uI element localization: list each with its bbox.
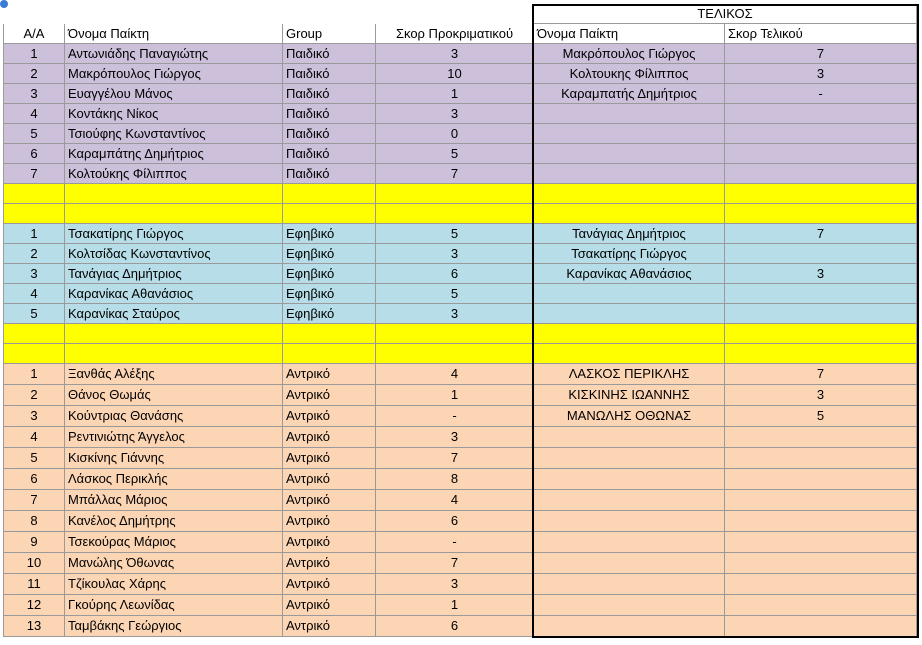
cell-final-name[interactable] (534, 616, 725, 637)
cell-name[interactable]: Καρανίκας Σταύρος (65, 304, 283, 324)
cell-name[interactable]: Κολτούκης Φίλιππος (65, 164, 283, 184)
empty-cell[interactable] (376, 344, 534, 364)
cell-final-name[interactable]: Καρανίκας Αθανάσιος (534, 264, 725, 284)
cell-final-name[interactable] (534, 595, 725, 616)
separator-row (3, 344, 917, 364)
header-final-player-name[interactable]: Όνομα Παίκτη (534, 24, 725, 44)
empty-cell[interactable] (65, 184, 283, 204)
cell-aa[interactable]: 1 (3, 224, 65, 244)
cell-final-name[interactable]: Τσακατίρης Γιώργος (534, 244, 725, 264)
cell-name[interactable]: Λάσκος Περικλής (65, 469, 283, 490)
empty-cell[interactable] (65, 344, 283, 364)
cell-final-name[interactable] (534, 574, 725, 595)
table-row (3, 469, 917, 490)
cell-score[interactable]: 3 (376, 244, 534, 264)
cell-name[interactable]: Μανώλης Όθωνας (65, 553, 283, 574)
cell-final-score[interactable]: 3 (725, 264, 917, 284)
cell-aa[interactable]: 10 (3, 553, 65, 574)
table-row (3, 164, 917, 184)
cell-final-name[interactable]: ΛΑΣΚΟΣ ΠΕΡΙΚΛΗΣ (534, 364, 725, 385)
cell-final-score[interactable] (725, 304, 917, 324)
cell-aa[interactable]: 8 (3, 511, 65, 532)
cell-score[interactable]: 7 (376, 164, 534, 184)
empty-cell[interactable] (3, 324, 65, 344)
cell-final-name[interactable] (534, 448, 725, 469)
cell-aa[interactable]: 6 (3, 144, 65, 164)
cell-aa[interactable]: 9 (3, 532, 65, 553)
cell-final-name[interactable] (534, 511, 725, 532)
cell-aa[interactable]: 5 (3, 304, 65, 324)
cell-score[interactable]: 3 (376, 304, 534, 324)
cell-group[interactable]: Αντρικό (283, 532, 376, 553)
cell-aa[interactable]: 11 (3, 574, 65, 595)
table-row (3, 595, 917, 616)
cell-final-score[interactable] (725, 244, 917, 264)
empty-cell[interactable] (283, 204, 376, 224)
table-row (3, 64, 917, 84)
cell-final-name[interactable]: Κολτουκης Φίλιππος (534, 64, 725, 84)
cell-score[interactable]: 7 (376, 448, 534, 469)
empty-cell[interactable] (3, 204, 65, 224)
table-row (3, 616, 917, 637)
cell-group[interactable]: Εφηβικό (283, 284, 376, 304)
cell-score[interactable]: 4 (376, 364, 534, 385)
cell-final-score[interactable] (725, 164, 917, 184)
empty-cell[interactable] (65, 204, 283, 224)
cell-name[interactable]: Τσιούφης Κωνσταντίνος (65, 124, 283, 144)
cell-final-name[interactable]: ΚΙΣΚΙΝΗΣ ΙΩΑΝΝΗΣ (534, 385, 725, 406)
cell-aa[interactable]: 4 (3, 104, 65, 124)
cell-name[interactable]: Ταμβάκης Γεώργιος (65, 616, 283, 637)
cell-name[interactable]: Κανέλος Δημήτρης (65, 511, 283, 532)
cell-group[interactable]: Αντρικό (283, 469, 376, 490)
cell-group[interactable]: Παιδικό (283, 124, 376, 144)
cell-name[interactable]: Τζίκουλας Χάρης (65, 574, 283, 595)
cell-group[interactable]: Αντρικό (283, 574, 376, 595)
cell-final-name[interactable] (534, 427, 725, 448)
cell-group[interactable]: Παιδικό (283, 84, 376, 104)
cell-group[interactable]: Παιδικό (283, 44, 376, 64)
cell-name[interactable]: Κισκίνης Γιάννης (65, 448, 283, 469)
empty-cell[interactable] (725, 204, 917, 224)
cell-name[interactable]: Ρεντινιώτης Άγγελος (65, 427, 283, 448)
cell-aa[interactable]: 3 (3, 264, 65, 284)
cell-final-name[interactable] (534, 144, 725, 164)
empty-cell[interactable] (534, 324, 725, 344)
table-row (3, 104, 917, 124)
header-qualifier-score[interactable]: Σκορ Προκριματικού (376, 24, 534, 44)
cell-score[interactable]: 1 (376, 84, 534, 104)
selection-dot (0, 0, 8, 8)
cell-name[interactable]: Αντωνιάδης Παναγιώτης (65, 44, 283, 64)
cell-aa[interactable]: 4 (3, 427, 65, 448)
cell-group[interactable]: Αντρικό (283, 511, 376, 532)
separator-row (3, 324, 917, 344)
cell-name[interactable]: Κοντάκης Νίκος (65, 104, 283, 124)
cell-group[interactable]: Αντρικό (283, 595, 376, 616)
table-row (3, 448, 917, 469)
cell-group[interactable]: Αντρικό (283, 490, 376, 511)
cell-final-score[interactable] (725, 448, 917, 469)
cell-score[interactable]: 7 (376, 553, 534, 574)
cell-group[interactable]: Εφηβικό (283, 224, 376, 244)
cell-score[interactable]: 0 (376, 124, 534, 144)
cell-name[interactable]: Κούντριας Θανάσης (65, 406, 283, 427)
cell-final-name[interactable] (534, 104, 725, 124)
empty-cell[interactable] (534, 344, 725, 364)
header-player-name[interactable]: Όνομα Παίκτη (65, 24, 283, 44)
cell-name[interactable]: Μακρόπουλος Γιώργος (65, 64, 283, 84)
table-row (3, 264, 917, 284)
header-aa[interactable]: Α/Α (3, 24, 65, 44)
cell-group[interactable]: Αντρικό (283, 448, 376, 469)
cell-final-name[interactable]: Καραμπατής Δημήτριος (534, 84, 725, 104)
empty-cell[interactable] (65, 324, 283, 344)
cell-final-score[interactable] (725, 595, 917, 616)
cell-aa[interactable]: 6 (3, 469, 65, 490)
cell-name[interactable]: Καραμπάτης Δημήτριος (65, 144, 283, 164)
table-row (3, 427, 917, 448)
cell-score[interactable]: 3 (376, 574, 534, 595)
cell-score[interactable]: 4 (376, 490, 534, 511)
separator-row (3, 204, 917, 224)
empty-cell[interactable] (376, 324, 534, 344)
cell-aa[interactable]: 3 (3, 406, 65, 427)
cell-final-name[interactable] (534, 469, 725, 490)
table-row (3, 532, 917, 553)
cell-aa[interactable]: 1 (3, 364, 65, 385)
empty-cell[interactable] (534, 204, 725, 224)
cell-final-name[interactable] (534, 304, 725, 324)
cell-group[interactable]: Αντρικό (283, 553, 376, 574)
cell-final-score[interactable]: 5 (725, 406, 917, 427)
cell-aa[interactable]: 7 (3, 490, 65, 511)
table-row (3, 144, 917, 164)
cell-group[interactable]: Αντρικό (283, 616, 376, 637)
table-row (3, 511, 917, 532)
cell-aa[interactable]: 12 (3, 595, 65, 616)
empty-cell[interactable] (376, 184, 534, 204)
cell-final-score[interactable]: 3 (725, 64, 917, 84)
cell-score[interactable]: 1 (376, 595, 534, 616)
cell-final-score[interactable] (725, 532, 917, 553)
cell-final-score[interactable]: 7 (725, 44, 917, 64)
table-row (3, 244, 917, 264)
table-row (3, 224, 917, 244)
empty-cell[interactable] (376, 204, 534, 224)
cell-final-name[interactable] (534, 490, 725, 511)
cell-final-score[interactable]: 3 (725, 385, 917, 406)
cell-final-score[interactable] (725, 553, 917, 574)
cell-final-score[interactable] (725, 427, 917, 448)
cell-final-score[interactable]: 7 (725, 224, 917, 244)
cell-score[interactable]: 1 (376, 385, 534, 406)
cell-score[interactable]: 5 (376, 224, 534, 244)
cell-group[interactable]: Παιδικό (283, 164, 376, 184)
empty-cell[interactable] (283, 324, 376, 344)
cell-group[interactable]: Αντρικό (283, 427, 376, 448)
cell-final-score[interactable] (725, 104, 917, 124)
cell-final-score[interactable] (725, 574, 917, 595)
cell-name[interactable]: Ευαγγέλου Μάνος (65, 84, 283, 104)
cell-name[interactable]: Καρανίκας Αθανάσιος (65, 284, 283, 304)
cell-score[interactable]: 5 (376, 284, 534, 304)
cell-final-name[interactable]: Μακρόπουλος Γιώργος (534, 44, 725, 64)
table-row (3, 490, 917, 511)
cell-score[interactable]: 6 (376, 511, 534, 532)
empty-cell[interactable] (725, 344, 917, 364)
cell-score[interactable]: 5 (376, 144, 534, 164)
empty-cell[interactable] (3, 344, 65, 364)
cell-final-score[interactable] (725, 616, 917, 637)
cell-group[interactable]: Αντρικό (283, 364, 376, 385)
cell-group[interactable]: Εφηβικό (283, 244, 376, 264)
cell-score[interactable]: 3 (376, 427, 534, 448)
cell-name[interactable]: Θάνος Θωμάς (65, 385, 283, 406)
cell-final-name[interactable] (534, 284, 725, 304)
cell-final-score[interactable]: 7 (725, 364, 917, 385)
cell-final-name[interactable] (534, 124, 725, 144)
cell-score[interactable]: 3 (376, 104, 534, 124)
cell-aa[interactable]: 5 (3, 448, 65, 469)
empty-cell[interactable] (534, 184, 725, 204)
table-row (3, 304, 917, 324)
cell-final-name[interactable] (534, 532, 725, 553)
cell-final-name[interactable]: Τανάγιας Δημήτριος (534, 224, 725, 244)
table-row (3, 124, 917, 144)
cell-group[interactable]: Αντρικό (283, 406, 376, 427)
empty-cell[interactable] (283, 184, 376, 204)
cell-name[interactable]: Τσακατίρης Γιώργος (65, 224, 283, 244)
cell-final-name[interactable]: ΜΑΝΩΛΗΣ ΟΘΩΝΑΣ (534, 406, 725, 427)
cell-name[interactable]: Τανάγιας Δημήτριος (65, 264, 283, 284)
cell-aa[interactable]: 4 (3, 284, 65, 304)
cell-final-name[interactable] (534, 553, 725, 574)
cell-group[interactable]: Αντρικό (283, 385, 376, 406)
cell-score[interactable]: 8 (376, 469, 534, 490)
cell-final-score[interactable] (725, 490, 917, 511)
separator-row (3, 184, 917, 204)
cell-final-score[interactable]: - (725, 84, 917, 104)
cell-score[interactable]: 3 (376, 44, 534, 64)
header-group[interactable]: Group (283, 24, 376, 44)
table-row (3, 406, 917, 427)
cell-aa[interactable]: 3 (3, 84, 65, 104)
table-row (3, 44, 917, 64)
cell-group[interactable]: Εφηβικό (283, 264, 376, 284)
empty-cell[interactable] (3, 184, 65, 204)
cell-name[interactable]: Κολτσίδας Κωνσταντίνος (65, 244, 283, 264)
cell-group[interactable]: Εφηβικό (283, 304, 376, 324)
cell-aa[interactable]: 2 (3, 385, 65, 406)
cell-score[interactable]: - (376, 406, 534, 427)
table-row (3, 385, 917, 406)
cell-final-score[interactable] (725, 469, 917, 490)
cell-aa[interactable]: 13 (3, 616, 65, 637)
table-row (3, 84, 917, 104)
cell-group[interactable]: Παιδικό (283, 144, 376, 164)
cell-score[interactable]: - (376, 532, 534, 553)
cell-score[interactable]: 6 (376, 264, 534, 284)
cell-name[interactable]: Τσεκούρας Μάριος (65, 532, 283, 553)
cell-final-score[interactable] (725, 511, 917, 532)
final-title-cell[interactable]: ΤΕΛΙΚΟΣ (534, 4, 917, 24)
empty-cell[interactable] (283, 344, 376, 364)
cell-aa[interactable]: 5 (3, 124, 65, 144)
table-row (3, 553, 917, 574)
empty-cell[interactable] (725, 324, 917, 344)
table-row (3, 364, 917, 385)
cell-aa[interactable]: 2 (3, 244, 65, 264)
cell-name[interactable]: Γκούρης Λεωνίδας (65, 595, 283, 616)
cell-score[interactable]: 10 (376, 64, 534, 84)
cell-group[interactable]: Παιδικό (283, 104, 376, 124)
cell-aa[interactable]: 2 (3, 64, 65, 84)
cell-final-score[interactable] (725, 124, 917, 144)
cell-group[interactable]: Παιδικό (283, 64, 376, 84)
cell-score[interactable]: 6 (376, 616, 534, 637)
cell-name[interactable]: Μπάλλας Μάριος (65, 490, 283, 511)
table-row (3, 284, 917, 304)
cell-aa[interactable]: 7 (3, 164, 65, 184)
header-final-score[interactable]: Σκορ Τελικού (725, 24, 917, 44)
empty-cell[interactable] (725, 184, 917, 204)
cell-aa[interactable]: 1 (3, 44, 65, 64)
table-row (3, 574, 917, 595)
cell-final-score[interactable] (725, 284, 917, 304)
cell-final-score[interactable] (725, 144, 917, 164)
cell-final-name[interactable] (534, 164, 725, 184)
cell-name[interactable]: Ξανθάς Αλέξης (65, 364, 283, 385)
